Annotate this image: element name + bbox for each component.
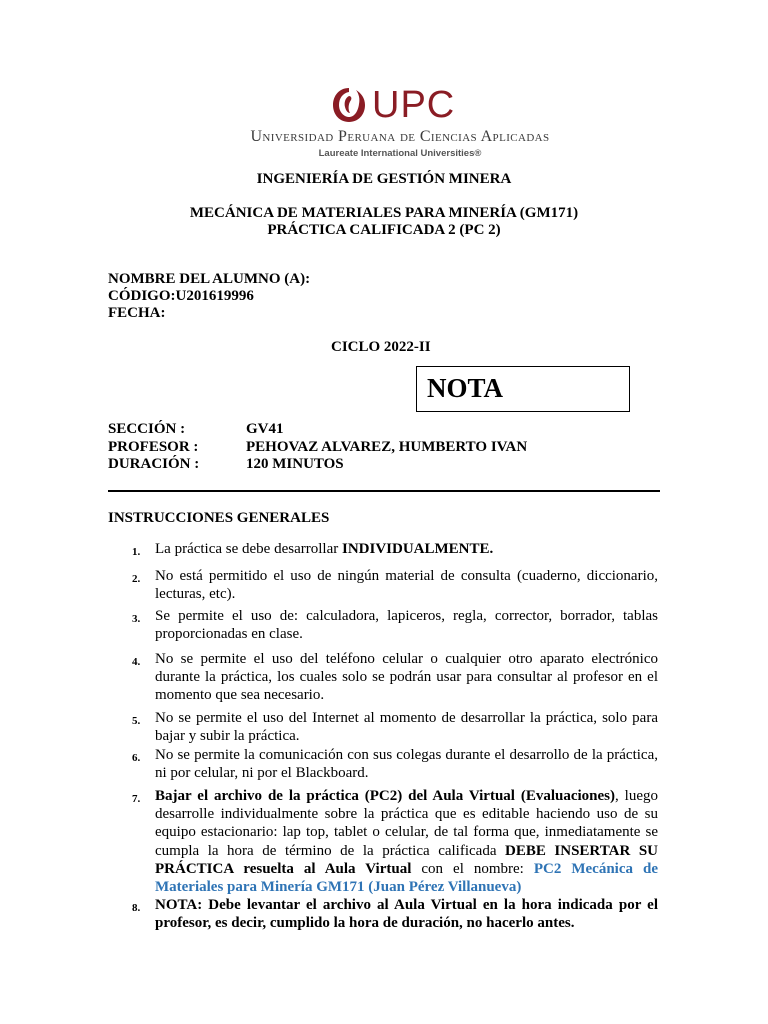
exam-title: PRÁCTICA CALIFICADA 2 (PC 2) [267,222,501,238]
item-number: 7. [132,793,141,805]
grade-box-label: NOTA [427,373,504,403]
item-text: No se permite la comunicación con sus colegas durante el desarrollo de la práctica, ni por celular, ni por el Blackboard. [155,747,658,782]
item-text: Se permite el uso de: calculadora, lapiceros, regla, corrector, borrador, tablas proporcionadas en clase. [155,608,658,643]
item-emphasis: DEBE INSERTAR SU PRÁCTICA resuelta al Aula Virtual [155,842,659,877]
student-name-label: NOMBRE DEL ALUMNO (A): [108,271,311,287]
item-text: NOTA: Debe levantar el archivo al Aula Virtual en la hora indicada por el profesor, es decir, cumplido la hora de duración, no hacerlo antes. [155,897,658,932]
item-number: 4. [132,656,141,668]
professor-label: PROFESOR : [108,439,199,455]
item-text: No se permite el uso del Internet al momento de desarrollar la práctica, solo para bajar y subir la práctica. [155,710,658,745]
logo-university-name: Universidad Peruana de Ciencias Aplicadas [250,128,550,145]
item-text: La práctica se debe desarrollar [155,541,342,557]
upc-logo [250,84,570,164]
cycle-label: CICLO 2022-II [331,339,431,355]
logo-network-name: Laureate International Universities® [318,148,482,159]
divider [108,490,660,492]
item-emphasis: INDIVIDUALMENTE. [341,541,494,557]
logo-brand: UPC [372,84,456,126]
instructions-title: INSTRUCCIONES GENERALES [108,510,330,526]
item-emphasis: Bajar el archivo de la práctica (PC2) del Aula Virtual (Evaluaciones) [155,788,616,804]
course-title: MECÁNICA DE MATERIALES PARA MINERÍA (GM171) [189,205,579,221]
item-number: 5. [132,715,141,727]
grade-box [416,366,630,412]
item-text: con el nombre: [411,860,534,877]
item-number: 2. [132,573,141,585]
item-number: 3. [132,613,141,625]
student-code-label: CÓDIGO:U201619996 [108,288,254,304]
career-title: INGENIERÍA DE GESTIÓN MINERA [256,171,512,187]
item-text: No está permitido el uso de ningún material de consulta (cuaderno, diccionario, lecturas, etc). [155,568,658,603]
professor-value: PEHOVAZ ALVAREZ, HUMBERTO IVAN [246,439,528,455]
duration-label: DURACIÓN : [108,456,200,472]
duration-value: 120 MINUTOS [246,456,344,472]
section-label: SECCIÓN : [108,421,186,437]
file-name-example: PC2 Mecánica de Materiales para Minería GM171 (Juan Pérez Villanueva) [155,860,658,896]
upc-emblem-icon [330,84,368,124]
item-text: No se permite el uso del teléfono celular o cualquier otro aparato electrónico durante la práctica, los cuales solo se podrán usar para consultar al profesor en el momento que sea necesario. [155,651,658,704]
item-text: , luego desarrolle individualmente sobre la práctica que es editable haciendo uso de su equipo estacionario: lap top, tablet o celular, de tal forma que, inmediatamente se cumpla la hora de término de la práctica calificada [155,788,658,859]
section-value: GV41 [246,421,284,437]
item-number: 6. [132,752,141,764]
item-number: 1. [132,546,141,558]
item-number: 8. [132,902,141,914]
date-label: FECHA: [108,305,166,321]
